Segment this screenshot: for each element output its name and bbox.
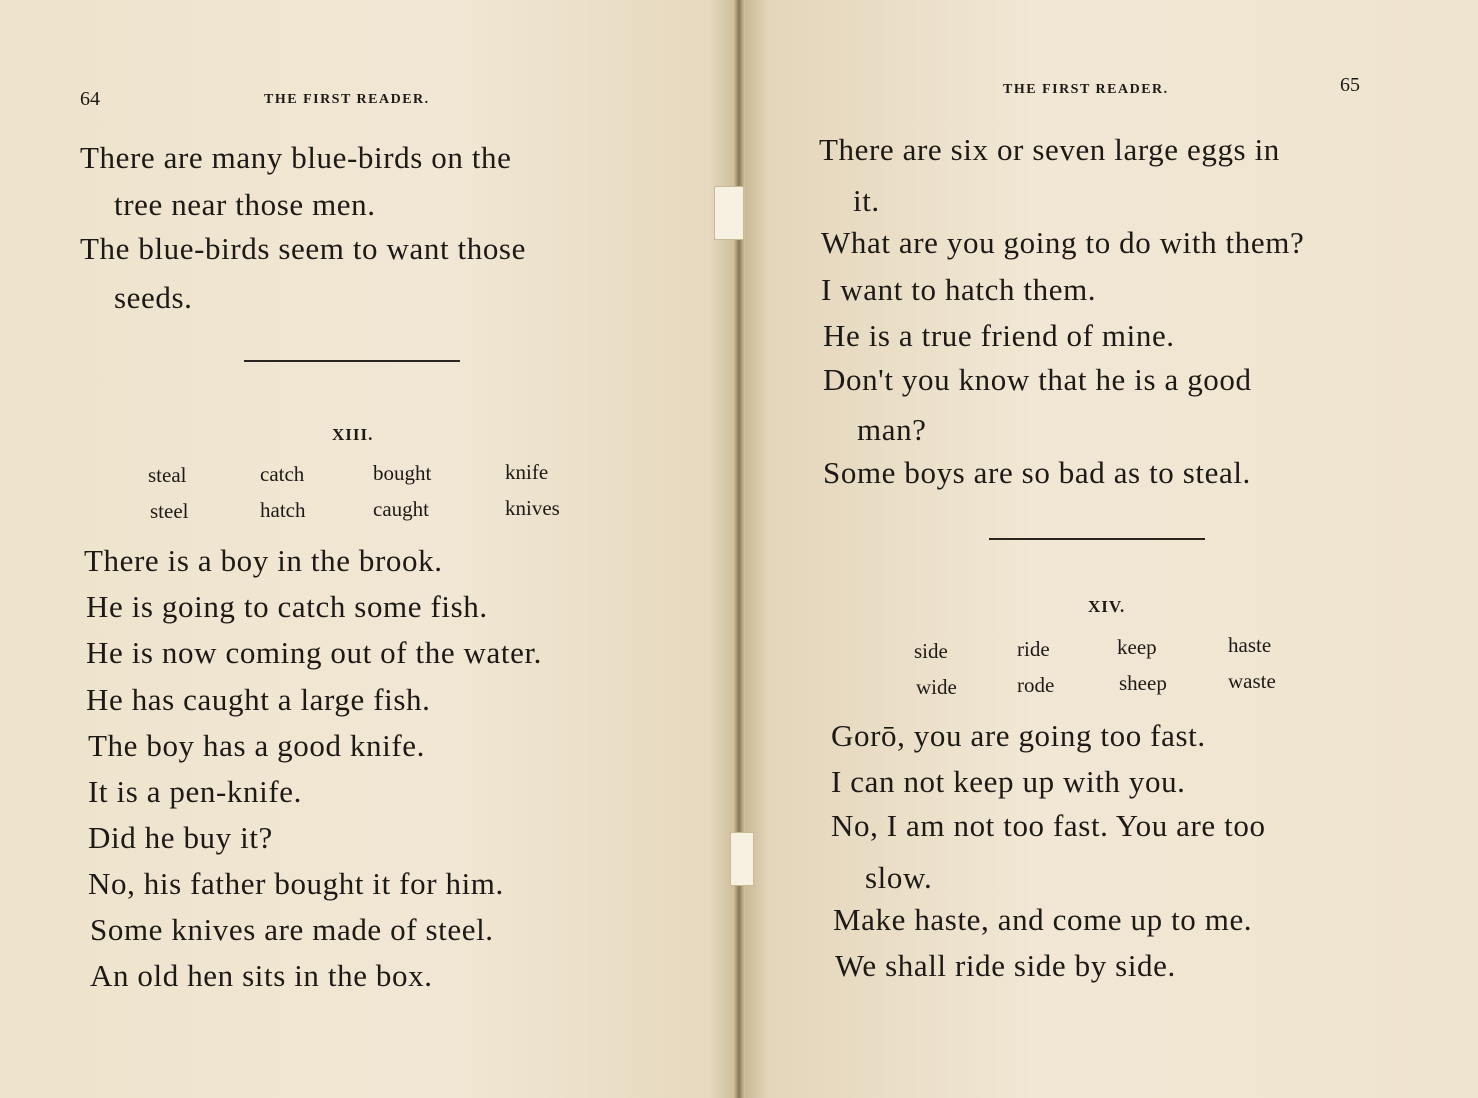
- text-line: It is a pen-knife.: [88, 774, 302, 809]
- lesson-number: XIV.: [1088, 597, 1126, 616]
- running-head: THE FIRST READER.: [264, 92, 430, 107]
- vocab-word: keep: [1117, 635, 1157, 659]
- vocab-word: haste: [1228, 633, 1272, 657]
- vocab-word: knives: [505, 496, 560, 520]
- binding-tab: [730, 832, 754, 886]
- vocab-word: ride: [1017, 637, 1050, 661]
- vocab-word: catch: [260, 462, 305, 486]
- text-line: tree near those men.: [114, 187, 376, 222]
- vocab-word: steel: [150, 499, 189, 523]
- vocab-word: waste: [1228, 669, 1276, 693]
- vocab-word: steal: [148, 463, 187, 487]
- section-divider: [244, 360, 460, 362]
- running-head: THE FIRST READER.: [1003, 82, 1169, 97]
- text-line: slow.: [865, 860, 933, 895]
- book-gutter: [733, 0, 745, 1098]
- vocab-word: rode: [1017, 673, 1055, 697]
- vocab-word: side: [914, 639, 948, 663]
- section-divider: [989, 538, 1205, 540]
- text-line: What are you going to do with them?: [821, 225, 1305, 260]
- text-line: seeds.: [114, 280, 193, 315]
- text-line: Gorō, you are going too fast.: [831, 718, 1206, 753]
- page-number: 64: [80, 88, 100, 110]
- vocab-word: caught: [373, 497, 429, 521]
- text-line: We shall ride side by side.: [835, 948, 1176, 983]
- text-line: The boy has a good knife.: [88, 728, 425, 763]
- text-line: Some boys are so bad as to steal.: [823, 455, 1251, 490]
- text-line: An old hen sits in the box.: [90, 958, 433, 993]
- page-number: 65: [1340, 74, 1360, 96]
- text-line: Some knives are made of steel.: [90, 912, 494, 947]
- text-line: I want to hatch them.: [821, 272, 1097, 307]
- text-line: Did he buy it?: [88, 820, 273, 855]
- text-line: There is a boy in the brook.: [84, 543, 443, 578]
- text-line: No, I am not too fast. You are too: [831, 808, 1266, 843]
- vocab-word: wide: [916, 675, 957, 699]
- text-line: He is now coming out of the water.: [86, 635, 543, 670]
- vocab-word: knife: [505, 460, 549, 484]
- text-line: man?: [857, 412, 927, 447]
- text-line: There are six or seven large eggs in: [819, 132, 1280, 167]
- text-line: He is a true friend of mine.: [823, 318, 1175, 353]
- text-line: I can not keep up with you.: [831, 764, 1186, 799]
- lesson-number: XIII.: [332, 425, 374, 444]
- text-line: He is going to catch some fish.: [86, 589, 488, 624]
- text-line: The blue-birds seem to want those: [80, 231, 526, 266]
- vocab-word: sheep: [1119, 671, 1167, 695]
- right-page: [739, 0, 1478, 1098]
- text-line: There are many blue-birds on the: [80, 140, 512, 175]
- vocab-word: hatch: [260, 498, 306, 522]
- vocab-word: bought: [373, 461, 432, 485]
- binding-tab: [714, 186, 744, 240]
- text-line: He has caught a large fish.: [86, 682, 431, 717]
- text-line: it.: [853, 183, 880, 218]
- text-line: Make haste, and come up to me.: [833, 902, 1253, 937]
- text-line: No, his father bought it for him.: [88, 866, 504, 901]
- text-line: Don't you know that he is a good: [823, 362, 1252, 397]
